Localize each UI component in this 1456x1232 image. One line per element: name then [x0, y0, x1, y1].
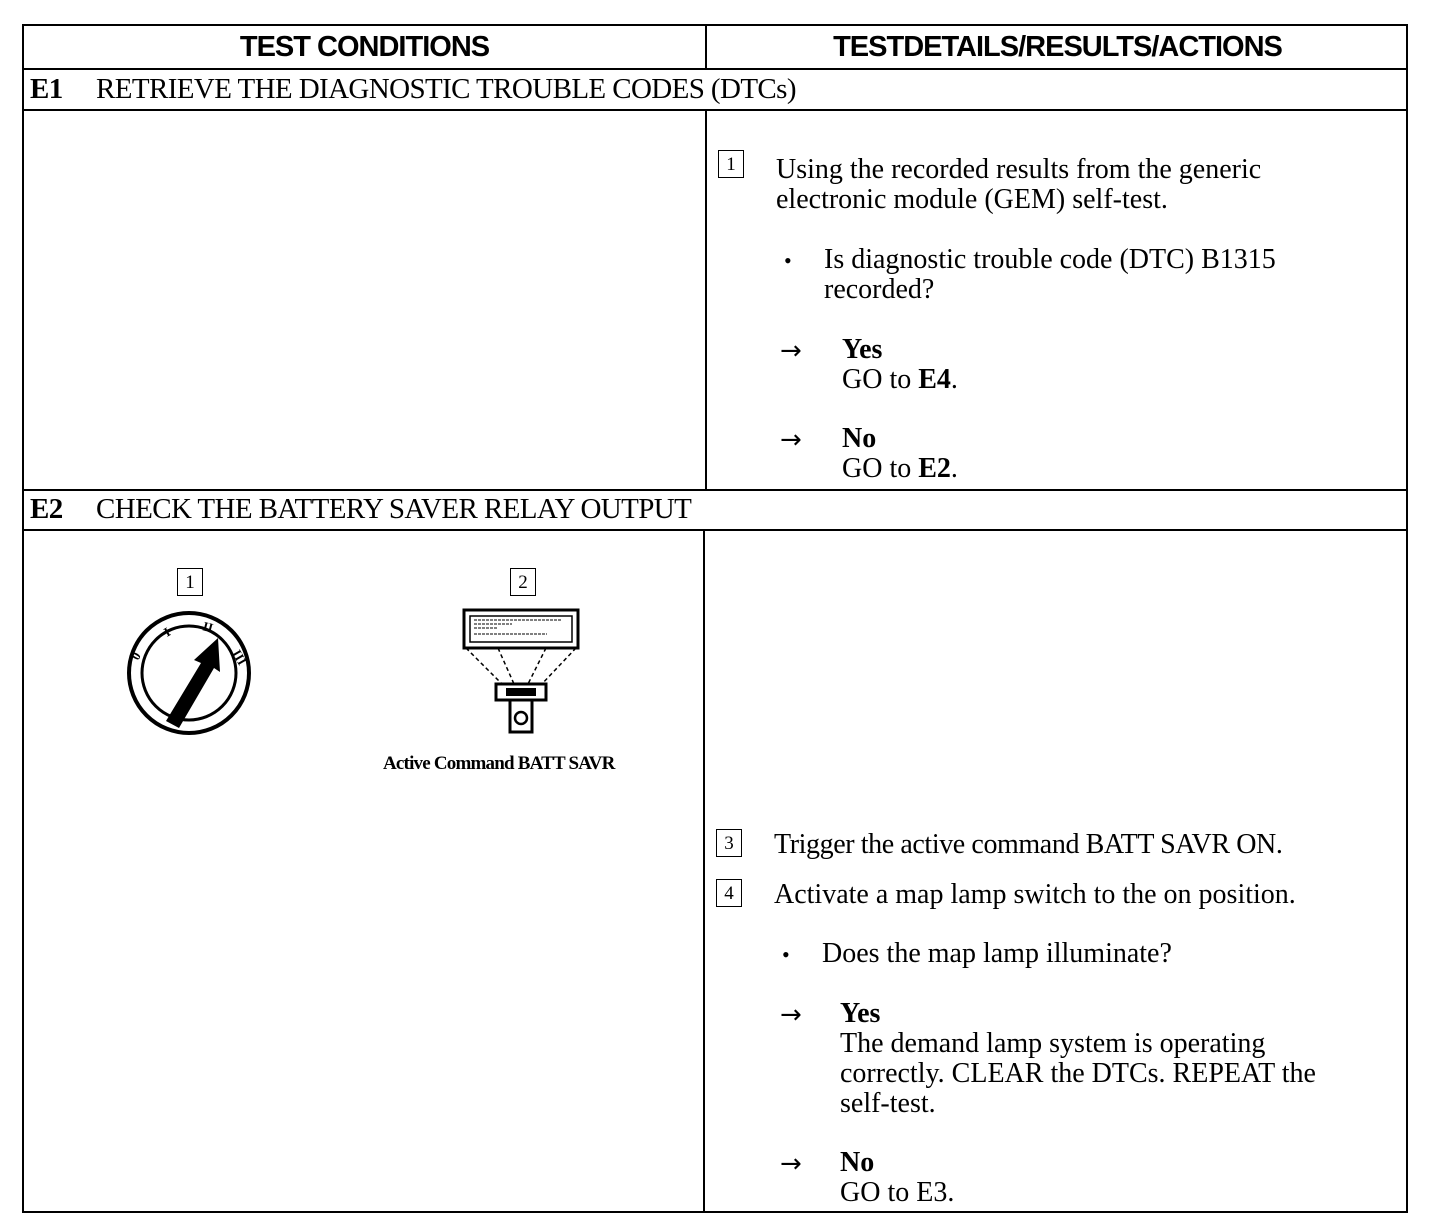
figure-number-box: 1: [177, 568, 203, 596]
scan-tool-icon: [462, 608, 582, 738]
step-number-box: 1: [718, 150, 744, 178]
bullet-icon: •: [784, 248, 792, 273]
figure-number-box: 2: [510, 568, 536, 596]
figure-caption: Active Command BATT SAVR: [383, 753, 615, 774]
step-title: RETRIEVE THE DIAGNOSTIC TROUBLE CODES (DTCs): [96, 72, 796, 105]
no-action: GO to E3.: [840, 1177, 955, 1208]
vertical-divider-e1: [705, 109, 707, 489]
target-step: E3: [916, 1177, 948, 1208]
step-id: E1: [30, 72, 63, 105]
arrow-right-icon: →: [780, 1000, 802, 1030]
yes-action: The demand lamp system is operating correctly. CLEAR the DTCs. REPEAT the self-test.: [840, 1028, 1316, 1119]
key-position-label: I: [161, 624, 173, 640]
action-text: Using the recorded results from the generic electronic module (GEM) self-test.: [776, 154, 1262, 215]
step-id: E2: [30, 492, 63, 525]
action-text: Trigger the active command BATT SAVR ON.: [774, 829, 1283, 860]
arrow-right-icon: →: [780, 336, 802, 366]
e1-title-rule: [24, 109, 1406, 111]
question-text: Is diagnostic trouble code (DTC) B1315 recorded?: [824, 244, 1276, 305]
arrow-right-icon: →: [780, 1149, 802, 1179]
step-number-box: 3: [716, 829, 742, 857]
action-text: Activate a map lamp switch to the on position.: [774, 879, 1296, 910]
yes-label: Yes: [840, 998, 881, 1029]
step-e2-title-row: [30, 489, 691, 529]
key-position-label: II: [201, 618, 215, 636]
no-label: No: [842, 423, 877, 454]
diagnostic-table: [22, 24, 1408, 1213]
question-text: Does the map lamp illuminate?: [822, 938, 1172, 969]
key-position-label: 0: [127, 649, 144, 663]
target-step: E4: [918, 364, 951, 395]
ignition-switch-icon: [124, 608, 254, 738]
step-e1-title-row: [30, 69, 796, 109]
target-step: E2: [918, 453, 951, 484]
header-test-details: TESTDETAILS/RESULTS/ACTIONS: [833, 30, 1282, 63]
step-title: CHECK THE BATTERY SAVER RELAY OUTPUT: [96, 492, 692, 525]
yes-label: Yes: [842, 334, 883, 365]
yes-action: GO to E4.: [842, 364, 958, 395]
header-test-conditions: TEST CONDITIONS: [239, 30, 490, 63]
e2-title-rule: [24, 529, 1406, 531]
arrow-right-icon: →: [780, 425, 802, 455]
bullet-icon: •: [782, 942, 790, 967]
key-position-label: III: [229, 647, 250, 668]
vertical-divider-e2: [703, 529, 705, 1213]
no-action: GO to E2.: [842, 453, 958, 484]
step-number-box: 4: [716, 879, 742, 907]
no-label: No: [840, 1147, 875, 1178]
